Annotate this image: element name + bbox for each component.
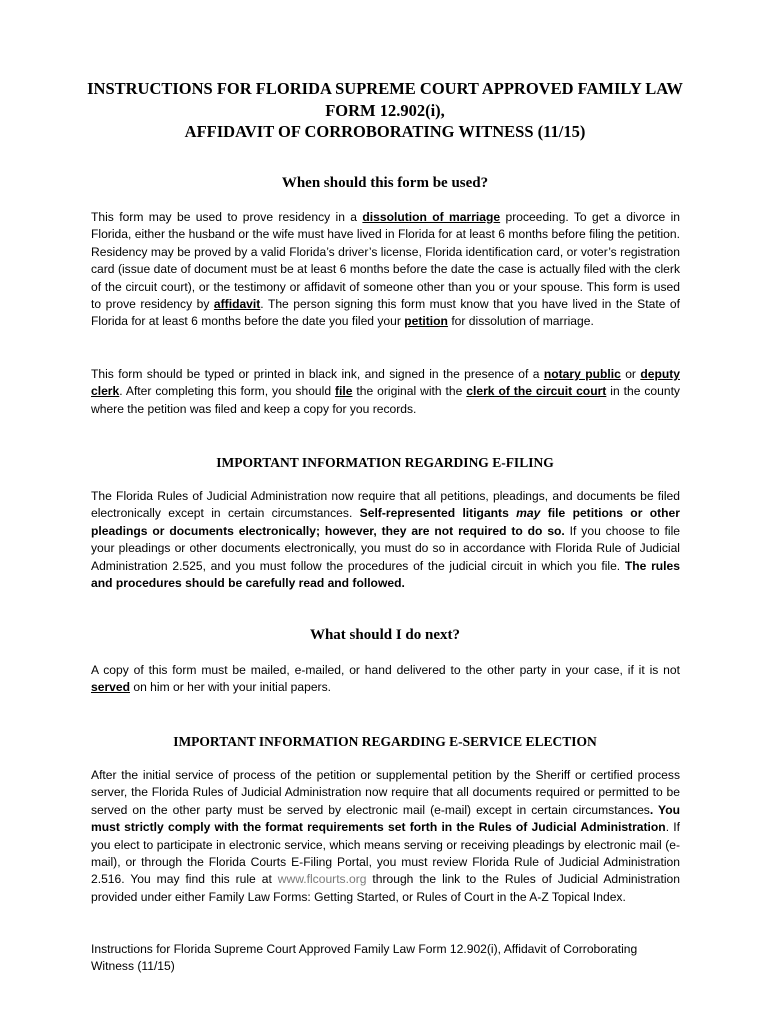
heading-when-used: When should this form be used? <box>281 175 489 191</box>
document-title <box>60 78 710 143</box>
term-file[interactable]: file <box>335 384 353 399</box>
paragraph-filing: This form should be typed or printed in black ink, and signed in the presence of a notary public or deputy clerk. After completing this form, you should file the original with the clerk of the circuit court in the county where the petition was filed and keep a copy for you records. <box>91 367 680 416</box>
term-deputy-clerk[interactable]: deputy clerk <box>91 367 680 399</box>
page-footer: Instructions for Florida Supreme Court Approved Family Law Form 12.902(i), Affidavit of Corroborating Witness (11/15) <box>91 942 638 974</box>
paragraph-e-filing: The Florida Rules of Judicial Administration now require that all petitions, pleadings, and documents be filed electronically except in certain circumstances. Self-represented litigants may file petitions or other pleadings or documents electronically; however, they are not required to do so. If you choose to file your pleadings or other documents electronically, you must do so in accordance with Florida Rule of Judicial Administration 2.525, and you must follow the procedures of the judicial circuit in which you file. The rules and procedures should be carefully read and followed. <box>91 489 681 591</box>
heading-e-filing: IMPORTANT INFORMATION REGARDING E-FILING <box>216 455 554 470</box>
paragraph-what-next: A copy of this form must be mailed, e-mailed, or hand delivered to the other party in your case, if it is not served on him or her with your initial papers. <box>91 663 680 695</box>
paragraph-residency: This form may be used to prove residency in a dissolution of marriage proceeding. To get a divorce in Florida, either the husband or the wife must have lived in Florida for at least 6 months before filing the petition. Residency may be proved by a valid Florida’s driver’s license, Florida identification card, or voter’s registration card (issue date of document must be at least 6 months before the date the case is actually filed with the clerk of the circuit court), or the testimony or affidavit of someone other than you or your spouse. This form is used to prove residency by affidavit. The person signing this form must know that you have lived in the State of Florida for at least 6 months before the date you filed your petition for dissolution of marriage. <box>91 210 681 329</box>
title-line-1: INSTRUCTIONS FOR FLORIDA SUPREME COURT APPROVED FAMILY LAW <box>87 79 683 98</box>
term-affidavit[interactable]: affidavit <box>213 297 261 312</box>
term-clerk-of-circuit-court[interactable]: clerk of the circuit court <box>466 384 607 399</box>
term-notary-public[interactable]: notary public <box>543 367 621 381</box>
term-dissolution-of-marriage[interactable]: dissolution of marriage <box>362 210 501 224</box>
term-petition[interactable]: petition <box>404 314 448 329</box>
title-line-3: AFFIDAVIT OF CORROBORATING WITNESS (11/15) <box>184 122 586 141</box>
flcourts-link[interactable]: www.flcourts.org <box>277 872 367 887</box>
paragraph-e-service: After the initial service of process of the petition or supplemental petition by the Sheriff or certified process server, the Florida Rules of Judicial Administration now require that all documents required or permitted to be served on the other party must be served by electronic mail (e-mail) except in certain circumstances. You must strictly comply with the format requirements set forth in the Rules of Judicial Administration. If you elect to participate in electronic service, which means serving or receiving pleadings by electronic mail (e-mail), or through the Florida Courts E-Filing Portal, you must review Florida Rule of Judicial Administration 2.516. You may find this rule at www.flcourts.org through the link to the Rules of Judicial Administration provided under either Family Law Forms: Getting Started, or Rules of Court in the A-Z Topical Index. <box>91 768 680 904</box>
heading-what-next: What should I do next? <box>309 627 461 643</box>
term-served[interactable]: served <box>91 680 130 695</box>
heading-e-service: IMPORTANT INFORMATION REGARDING E-SERVICE ELECTION <box>173 734 597 749</box>
title-line-2: FORM 12.902(i), <box>325 100 445 120</box>
